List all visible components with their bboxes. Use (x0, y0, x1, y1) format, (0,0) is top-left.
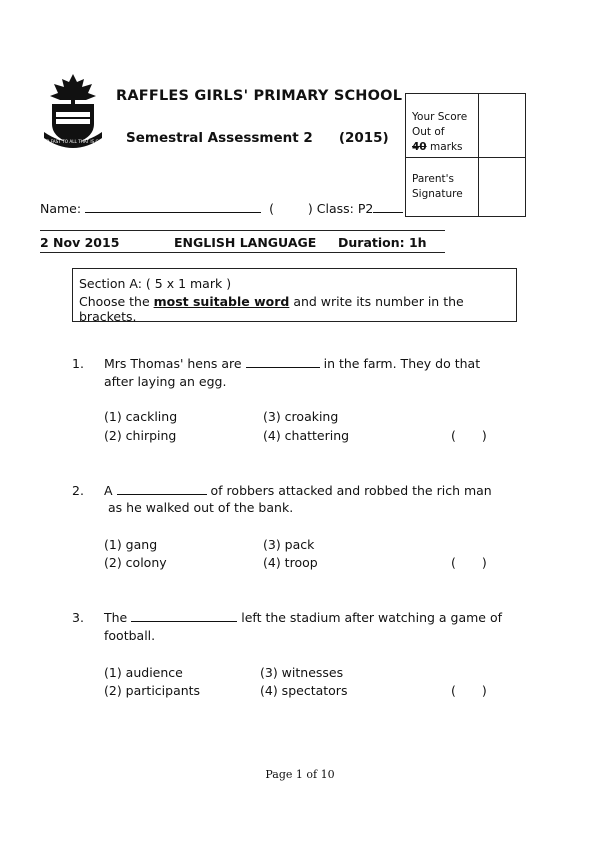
divider-top (40, 230, 445, 231)
exam-subject: ENGLISH LANGUAGE (174, 235, 317, 250)
question-1-answer-bracket[interactable]: ( ) (451, 428, 487, 443)
question-2-option-2: (2) colony (104, 555, 167, 570)
assessment-year: (2015) (338, 130, 389, 146)
question-2-blank (117, 484, 207, 495)
section-a-box (72, 268, 517, 322)
parent-signature-label: Parent's Signature (412, 173, 463, 200)
question-3-option-2: (2) participants (104, 683, 201, 698)
crest-motto: HOLD FAST TO ALL THAT IS GOOD (37, 139, 109, 144)
question-3-number: 3. (72, 610, 84, 625)
question-2-stem: A of robbers attacked and robbed the rich man (104, 483, 492, 498)
exam-info-row (40, 235, 445, 250)
question-1-stem: Mrs Thomas' hens are in the farm. They do that (104, 356, 481, 371)
question-1-option-4: (4) chattering (263, 428, 350, 443)
section-title: Section A: ( 5 x 1 mark ) (79, 276, 232, 291)
question-2-option-4: (4) troop (263, 555, 318, 570)
question-2-option-3: (3) pack (263, 537, 315, 552)
assessment-title (126, 130, 389, 146)
question-2-stem-line2: as he walked out of the bank. (108, 500, 294, 515)
index-open-paren: ( (269, 201, 274, 216)
class-field[interactable] (373, 201, 403, 213)
exam-date: 2 Nov 2015 (40, 235, 120, 250)
name-label: Name: (40, 201, 82, 216)
question-2-answer-bracket[interactable]: ( ) (451, 555, 487, 570)
question-1-blank (246, 357, 320, 368)
question-3-blank (131, 611, 237, 622)
class-label: ) Class: P2 (307, 201, 374, 216)
question-3-answer-bracket[interactable]: ( ) (451, 683, 487, 698)
question-3-stem: The left the stadium after watching a game of (104, 610, 503, 625)
question-2-option-1: (1) gang (104, 537, 158, 552)
question-2-number: 2. (72, 483, 84, 498)
question-3-option-3: (3) witnesses (260, 665, 344, 680)
assessment-name: Semestral Assessment 2 (126, 130, 313, 146)
score-box (405, 93, 526, 217)
question-1-stem-line2: after laying an egg. (104, 374, 227, 389)
question-1-option-2: (2) chirping (104, 428, 177, 443)
student-info-row (40, 201, 403, 216)
score-label: Your Score Out of 40 marks (412, 111, 468, 153)
divider-bottom (40, 252, 445, 253)
question-3-stem-line2: football. (104, 628, 156, 643)
question-1-number: 1. (72, 356, 84, 371)
question-3-option-4: (4) spectators (260, 683, 348, 698)
school-name: RAFFLES GIRLS' PRIMARY SCHOOL (116, 88, 403, 104)
exam-duration: Duration: 1h (338, 235, 427, 250)
total-marks: 40 (412, 141, 427, 153)
question-3-option-1: (1) audience (104, 665, 183, 680)
section-instruction: Choose the most suitable word and write its number in the brackets. (79, 294, 464, 324)
question-1-option-1: (1) cackling (104, 409, 178, 424)
question-1-option-3: (3) croaking (263, 409, 339, 424)
name-field[interactable] (85, 201, 261, 213)
school-crest-logo (37, 72, 109, 154)
page-number: Page 1 of 10 (265, 768, 335, 781)
